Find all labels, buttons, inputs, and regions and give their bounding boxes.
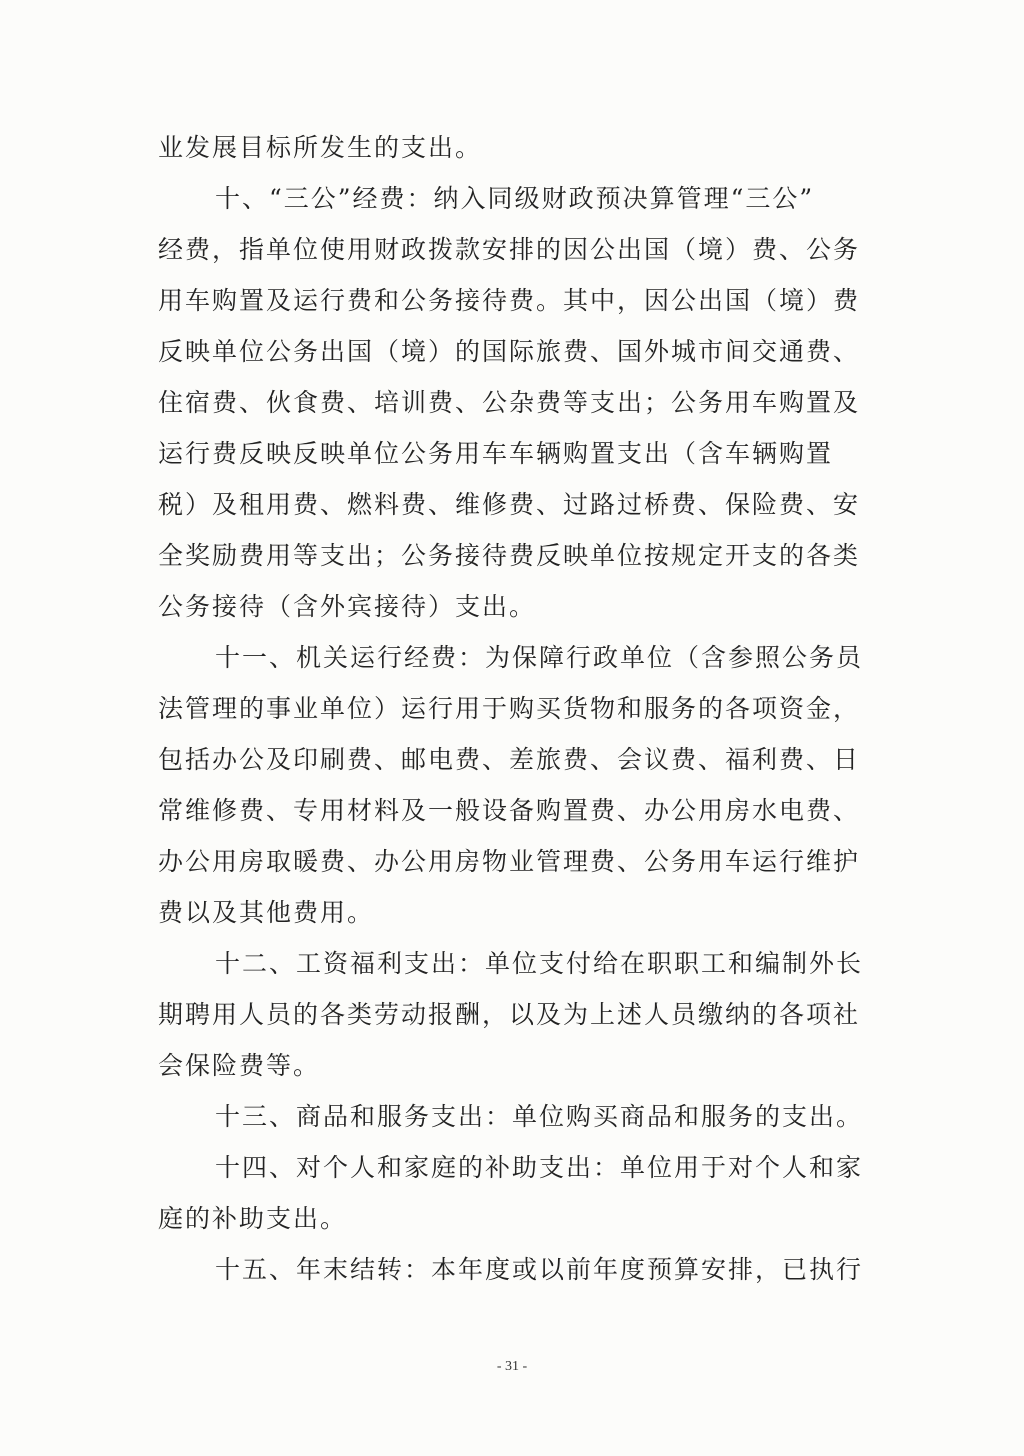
text-line: 包括办公及印刷费、邮电费、差旅费、会议费、福利费、日 xyxy=(158,745,861,774)
paragraph xyxy=(158,1244,898,1295)
paragraph xyxy=(158,1142,898,1244)
body-text xyxy=(158,122,898,1295)
text-line: 费以及其他费用。 xyxy=(158,898,375,927)
paragraph xyxy=(158,632,898,938)
text-line: 办公用房取暖费、办公用房物业管理费、公务用车运行维护 xyxy=(158,847,861,876)
page-number: - 31 - xyxy=(496,1359,528,1374)
text-line: 法管理的事业单位）运行用于购买货物和服务的各项资金， xyxy=(158,694,861,723)
text-line: 经费，指单位使用财政拨款安排的因公出国（境）费、公务 xyxy=(158,235,861,264)
text-line: 全奖励费用等支出；公务接待费反映单位按规定开支的各类 xyxy=(158,541,861,570)
text-line: 庭的补助支出。 xyxy=(158,1204,348,1233)
text-line: 税）及租用费、燃料费、维修费、过路过桥费、保险费、安 xyxy=(158,490,861,519)
text-line: 十三、商品和服务支出：单位购买商品和服务的支出。 xyxy=(215,1102,864,1131)
text-line: 十四、对个人和家庭的补助支出：单位用于对个人和家 xyxy=(215,1153,864,1182)
text-line: 十二、工资福利支出：单位支付给在职职工和编制外长 xyxy=(215,949,864,978)
text-line: 运行费反映反映单位公务用车车辆购置支出（含车辆购置 xyxy=(158,439,834,468)
text-line: 反映单位公务出国（境）的国际旅费、国外城市间交通费、 xyxy=(158,337,861,366)
paragraph xyxy=(158,173,898,632)
paragraph xyxy=(158,122,898,173)
paragraph xyxy=(158,1091,898,1142)
paragraph xyxy=(158,938,898,1091)
text-line: 常维修费、专用材料及一般设备购置费、办公用房水电费、 xyxy=(158,796,861,825)
text-line: 十一、机关运行经费：为保障行政单位（含参照公务员 xyxy=(215,643,864,672)
text-line: 十、“三公”经费：纳入同级财政预决算管理“三公” xyxy=(215,184,815,213)
text-line: 十五、年末结转：本年度或以前年度预算安排，已执行 xyxy=(215,1255,864,1284)
text-line: 住宿费、伙食费、培训费、公杂费等支出；公务用车购置及 xyxy=(158,388,861,417)
text-line: 业发展目标所发生的支出。 xyxy=(158,133,483,162)
text-line: 期聘用人员的各类劳动报酬，以及为上述人员缴纳的各项社 xyxy=(158,1000,861,1029)
text-line: 会保险费等。 xyxy=(158,1051,321,1080)
text-line: 用车购置及运行费和公务接待费。其中，因公出国（境）费 xyxy=(158,286,861,315)
text-line: 公务接待（含外宾接待）支出。 xyxy=(158,592,537,621)
